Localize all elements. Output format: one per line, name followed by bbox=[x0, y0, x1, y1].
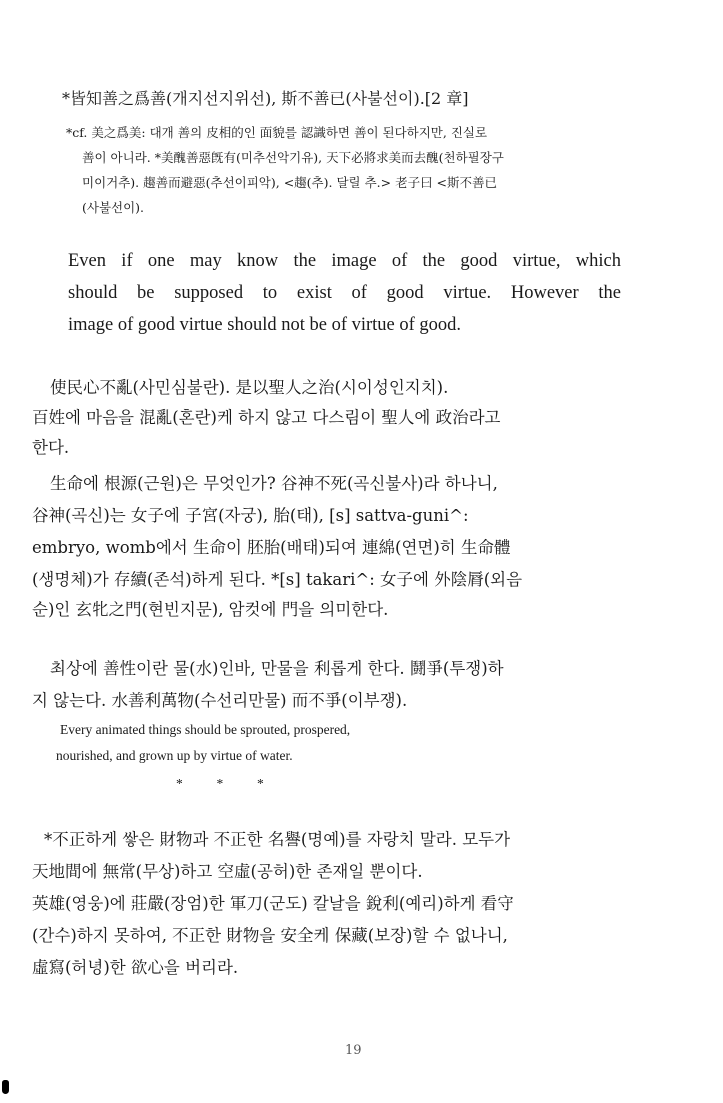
note-line: 미이거추). 趨善而避惡(추선이피악), <趨(추). 달릴 추.> 老子曰 <斯不善已 bbox=[82, 175, 498, 190]
body-line: 지 않는다. 水善利萬物(수선리만물) 而不爭(이부쟁). bbox=[32, 691, 408, 710]
section-heading: *皆知善之爲善(개지선지위선), 斯不善已(사불선이).[2 章] bbox=[62, 89, 469, 108]
english-translation-line: Even if one may know the image of the good virtue, which bbox=[68, 251, 621, 271]
body-line: 순)인 玄牝之門(현빈지문), 암컷에 門을 의미한다. bbox=[32, 600, 389, 619]
scan-ink-mark bbox=[2, 1080, 9, 1094]
page-number: 19 bbox=[345, 1043, 362, 1058]
english-translation-line: image of good virtue should not be of virtue of good. bbox=[68, 315, 462, 335]
english-translation-line: Every animated things should be sprouted, prospered, bbox=[60, 722, 351, 737]
body-line: 英雄(영웅)에 莊嚴(장엄)한 軍刀(군도) 칼날을 銳利(예리)하게 看守 bbox=[32, 894, 514, 913]
body-line: 百姓에 마음을 混亂(혼란)케 하지 않고 다스림이 聖人에 政治라고 bbox=[32, 408, 501, 427]
english-translation-line: should be supposed to exist of good virtue. However the bbox=[68, 283, 621, 303]
body-line: 天地間에 無常(무상)하고 空虛(공허)한 존재일 뿐이다. bbox=[32, 862, 423, 881]
body-line: 使民心不亂(사민심불란). 是以聖人之治(시이성인지치). bbox=[50, 378, 449, 397]
body-line: 生命에 根源(근원)은 무엇인가? 谷神不死(곡신불사)라 하나니, bbox=[50, 474, 498, 493]
body-line: embryo, womb에서 生命이 胚胎(배태)되여 連綿(연면)히 生命體 bbox=[32, 538, 511, 557]
body-line: (간수)하지 못하여, 不正한 財物을 安全케 保藏(보장)할 수 없나니, bbox=[32, 926, 508, 945]
note-line: (사불선이). bbox=[82, 200, 145, 215]
english-translation-line: nourished, and grown up by virtue of water. bbox=[56, 748, 293, 763]
body-line: 谷神(곡신)는 女子에 子宮(자궁), 胎(태), [s] sattva-guni^: bbox=[32, 506, 469, 525]
body-line: 한다. bbox=[32, 438, 70, 457]
body-line: 虛寫(허녕)한 欲心을 버리라. bbox=[32, 958, 239, 977]
section-separator: * * * bbox=[176, 776, 264, 791]
note-line: 善이 아니라. *美醜善惡旣有(미추선악기유), 天下必將求美而去醜(천하필장구 bbox=[82, 150, 504, 165]
body-line: *不正하게 쌓은 財物과 不正한 名譽(명예)를 자랑치 말라. 모두가 bbox=[44, 830, 511, 849]
body-line: (생명체)가 存續(존석)하게 된다. *[s] takari^: 女子에 外陰脣(외음 bbox=[32, 570, 523, 589]
note-line: *cf. 美之爲美: 대개 善의 皮相的인 面貌를 認識하면 善이 된다하지만, 진실로 bbox=[66, 125, 488, 140]
body-line: 최상에 善性이란 물(水)인바, 만물을 利롭게 한다. 鬪爭(투쟁)하 bbox=[50, 659, 504, 678]
